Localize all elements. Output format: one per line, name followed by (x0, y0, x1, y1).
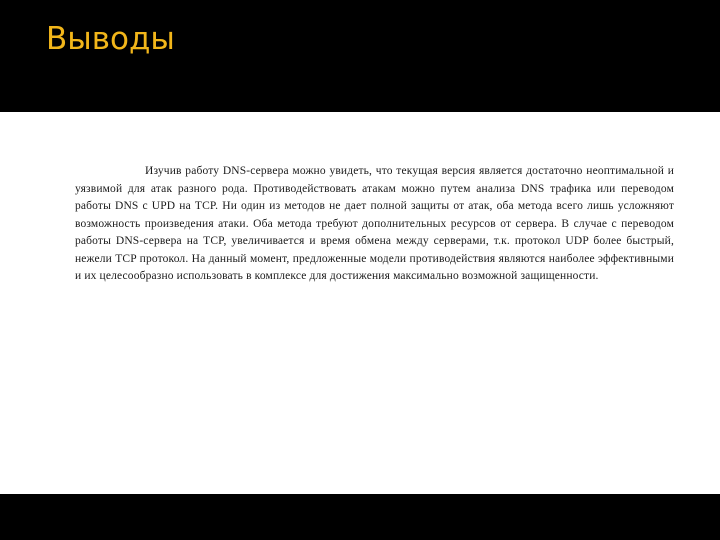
slide-title: Выводы (46, 21, 175, 57)
slide-header (0, 0, 720, 112)
conclusion-paragraph: Изучив работу DNS-сервера можно увидеть, что текущая версия является достаточно неоптимальной и уязвимой для атак разного рода. Противодействовать атакам можно путем анализа DNS трафика или переводом работы DNS с UPD на TCP. Ни один из методов не дает полной защиты от атак, оба метода всего лишь усложняют возможность произведения атаки. Оба метода требуют дополнительных ресурсов от сервера. В случае с переводом работы DNS-сервера на TCP, увеличивается и время обмена между серверами, т.к. протокол UDP более быстрый, нежели TCP протокол. На данный момент, предложенные модели противодействия являются наиболее эффективными и их целесообразно использовать в комплексе для достижения максимально возможной защищенности. (75, 165, 674, 282)
slide-footer (0, 494, 720, 540)
slide-content-area (0, 112, 720, 494)
